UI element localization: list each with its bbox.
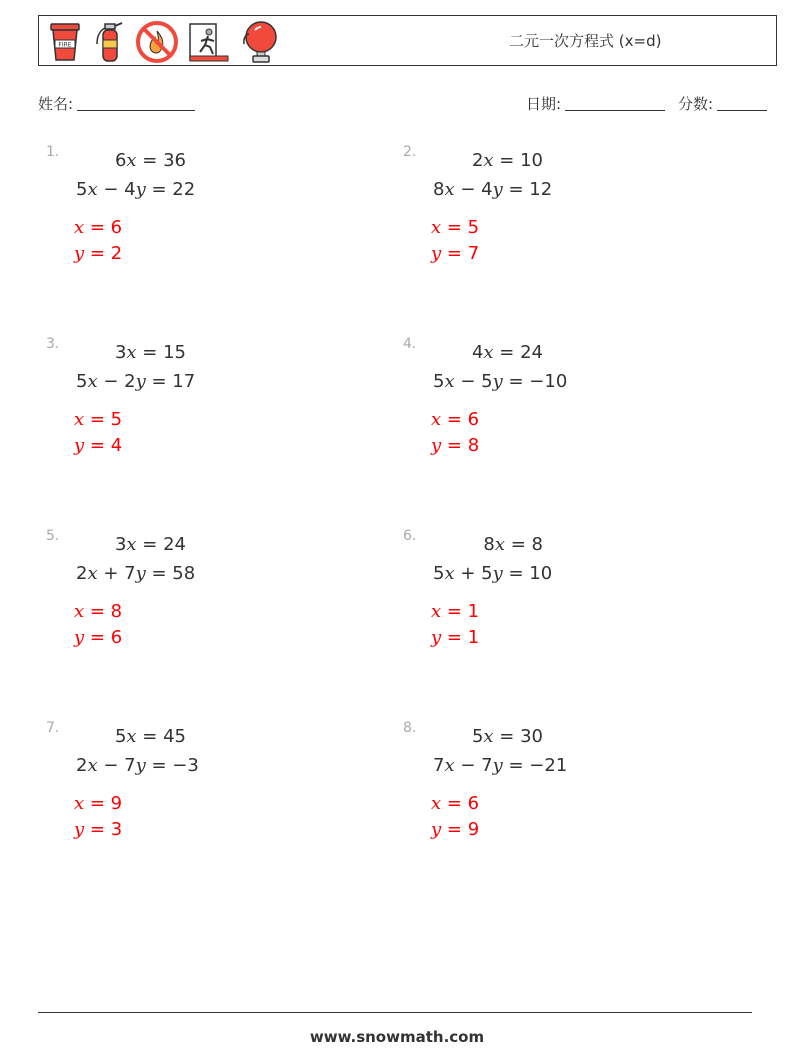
footer-divider [38,1012,752,1013]
problem-1 [46,144,346,294]
date-blank[interactable] [565,94,665,111]
icon-row [47,20,279,64]
equation-2: 5x − 2y = 17 [76,371,196,392]
svg-text:FIRE: FIRE [58,41,72,49]
answer-y: y = 1 [431,627,480,648]
answer-x: x = 8 [74,601,123,622]
equation-2: 8x − 4y = 12 [433,179,553,200]
problem-number: 2. [403,144,417,160]
answer-y: y = 9 [431,819,480,840]
equation-2: 2x + 7y = 58 [76,563,196,584]
worksheet-title: 二元一次方程式 (x=d) [509,32,662,50]
problem-3 [46,336,346,486]
problem-number: 8. [403,720,417,736]
name-label: 姓名: [38,95,74,113]
answer-y: y = 2 [74,243,123,264]
worksheet-header [38,15,777,66]
problem-number: 4. [403,336,417,352]
problem-number: 7. [46,720,60,736]
problem-number: 6. [403,528,417,544]
answer-x: x = 5 [74,409,123,430]
name-field[interactable] [38,93,195,114]
score-blank[interactable] [717,94,767,111]
answer-y: y = 8 [431,435,480,456]
equation-2: 5x − 4y = 22 [76,179,196,200]
date-label: 日期: [526,95,562,113]
answer-x: x = 6 [74,217,123,238]
date-field[interactable] [526,93,665,114]
footer-url[interactable]: www.snowmath.com [309,1028,485,1046]
equation-1: 5x = 30 [471,726,543,747]
score-field[interactable] [678,93,767,114]
fire-bucket-icon [47,20,83,64]
answer-x: x = 6 [431,409,480,430]
answer-y: y = 7 [431,243,480,264]
answer-y: y = 4 [74,435,123,456]
equation-1: 3x = 15 [114,342,186,363]
answer-x: x = 6 [431,793,480,814]
equation-1: 5x = 45 [114,726,186,747]
emergency-exit-icon [187,20,231,64]
problem-6 [403,528,703,678]
problem-number: 5. [46,528,60,544]
problem-number: 3. [46,336,60,352]
name-blank[interactable] [77,94,195,111]
equation-1: 8x = 8 [483,534,543,555]
equation-1: 3x = 24 [114,534,186,555]
answer-y: y = 3 [74,819,123,840]
fire-alarm-bell-icon [239,20,279,64]
answer-x: x = 9 [74,793,123,814]
answer-x: x = 5 [431,217,480,238]
equation-1: 4x = 24 [471,342,543,363]
problem-5 [46,528,346,678]
answer-y: y = 6 [74,627,123,648]
problem-7 [46,720,346,870]
problem-4 [403,336,703,486]
equation-2: 5x − 5y = −10 [433,371,568,392]
equation-2: 5x + 5y = 10 [433,563,553,584]
equation-2: 7x − 7y = −21 [433,755,568,776]
answer-x: x = 1 [431,601,480,622]
problem-number: 1. [46,144,60,160]
score-label: 分数: [678,95,714,113]
equation-2: 2x − 7y = −3 [76,755,199,776]
equation-1: 2x = 10 [471,150,543,171]
equation-1: 6x = 36 [114,150,186,171]
fire-extinguisher-icon [91,20,127,64]
problem-2 [403,144,703,294]
problem-8 [403,720,703,870]
no-fire-icon [135,20,179,64]
